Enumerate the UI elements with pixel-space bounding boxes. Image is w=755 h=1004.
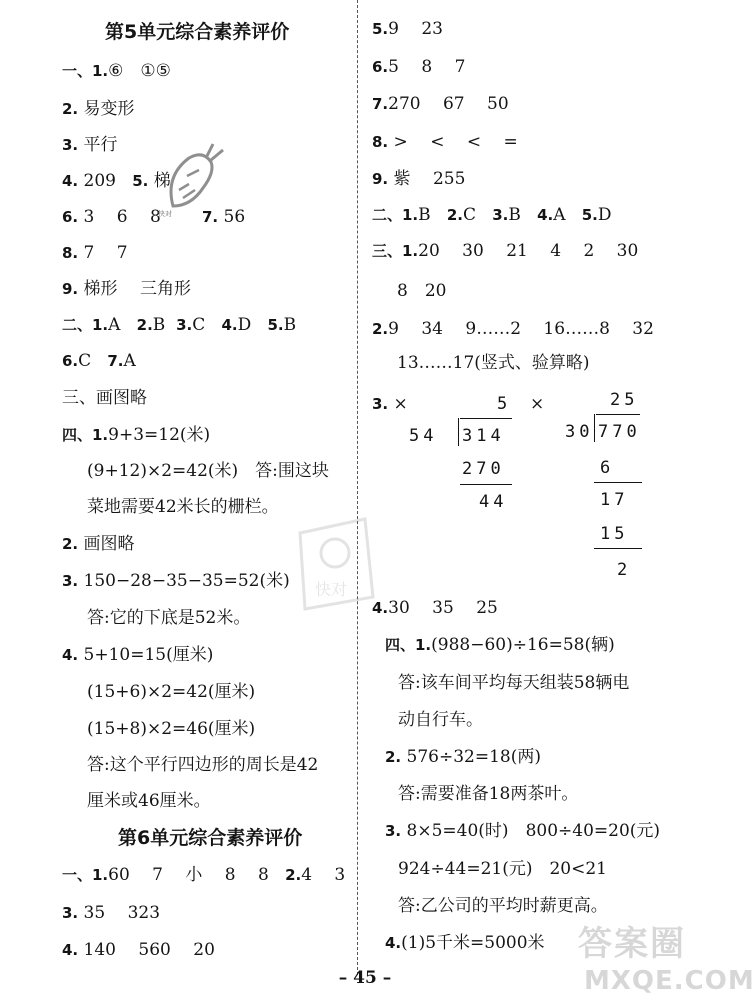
u5-q1-8 — [62, 242, 128, 264]
q-num: 5. — [372, 20, 389, 38]
div1-dividend: 314 — [462, 426, 505, 446]
corner-url-text: MXQE.COM — [584, 966, 755, 996]
answer-text: 7 7 — [83, 243, 128, 263]
q-num: 8. — [372, 133, 389, 151]
answer-text: B — [418, 205, 431, 225]
corner-logo-text: 答案圈 — [578, 924, 686, 964]
answer-text: 35 323 — [83, 903, 161, 923]
q-num: 2. — [62, 535, 79, 553]
answer-text: 140 560 20 — [83, 940, 215, 960]
r-s3-q3 — [372, 393, 408, 415]
answer-text: C — [192, 315, 206, 335]
q-num: 四、1. — [62, 426, 109, 444]
r-s3-q3-mark2: × — [530, 394, 545, 414]
div2-step3: 15 — [600, 524, 629, 544]
div2-remainder: 2 — [617, 560, 632, 580]
div1-bracket-top — [460, 418, 512, 419]
q-num: 三、1. — [372, 242, 419, 260]
q-num: 3. — [62, 572, 79, 590]
q-num: 3. — [385, 822, 402, 840]
q-num: 二、1. — [62, 316, 109, 334]
answer-text: C — [463, 205, 477, 225]
answer-text: 5 8 7 — [388, 57, 466, 77]
answer-text: (1)5千米=5000米 — [401, 933, 545, 953]
q-num: 7. — [107, 352, 124, 370]
q-num: 8. — [62, 244, 79, 262]
unit6-title: 第6单元综合素养评价 — [118, 827, 303, 849]
answer-text: 梯形 三角形 — [83, 279, 191, 299]
q-num: 5. — [581, 206, 598, 224]
r-s4-q2-l1 — [385, 746, 541, 768]
answer-text: 20 30 21 4 2 30 — [418, 241, 639, 261]
q-num: 7. — [202, 208, 219, 226]
u5-s4-q3-l1 — [62, 570, 290, 592]
div2-divisor: 30 — [565, 422, 594, 442]
page-number: – 45 – — [338, 968, 392, 988]
r-s3-q1-cont: 8 20 — [397, 281, 447, 301]
answer-text: 5+10=15(厘米) — [83, 645, 214, 665]
u6-q1-3 — [62, 902, 160, 924]
q-num: 一、1. — [62, 866, 109, 884]
q-num: 2. — [136, 316, 153, 334]
q-num: 9. — [372, 170, 389, 188]
answer-text: (988−60)÷16=58(辆) — [431, 635, 615, 655]
answer-text: 8×5=40(时) 800÷40=20(元) — [406, 821, 661, 841]
r-section2 — [372, 204, 612, 226]
u5-s4-q4-l5: 厘米或46厘米。 — [87, 791, 211, 811]
answer-text: 56 — [223, 207, 246, 227]
div2-line1 — [594, 482, 642, 483]
u6-q1-4 — [62, 939, 215, 961]
div1-subtract-line — [460, 484, 512, 485]
div2-quotient: 25 — [610, 390, 639, 410]
r-s4-q2-l2: 答:需要准备18两茶叶。 — [398, 784, 579, 804]
div2-step2: 17 — [600, 490, 629, 510]
answer-text: A — [123, 351, 136, 371]
u5-q1-9 — [62, 278, 191, 300]
u5-section2-line2 — [62, 350, 136, 372]
div1-product: 270 — [462, 459, 505, 479]
u5-q1-1 — [62, 60, 171, 82]
r-s3-q4 — [372, 597, 498, 619]
r-s3-q2-cont: 13……17(竖式、验算略) — [397, 353, 590, 373]
q-num: 4. — [372, 599, 389, 617]
cross-mark: × — [393, 394, 408, 414]
div2-bracket-top — [596, 414, 640, 415]
q-num: 5. — [132, 172, 149, 190]
q-num: 一、1. — [62, 62, 109, 80]
r-s4-q1-l2: 答:该车间平均每天组装58辆电 — [398, 673, 630, 693]
r-q5 — [372, 18, 443, 40]
q-num: 3. — [492, 206, 509, 224]
r-q8 — [372, 131, 518, 153]
u5-s4-q4-l3: (15+8)×2=46(厘米) — [87, 719, 256, 739]
watermark-text: 快对 — [158, 210, 172, 218]
answer-text: 紫 255 — [393, 169, 466, 189]
r-s3-q2 — [372, 318, 654, 340]
answer-text: D — [597, 205, 612, 225]
answer-text: B — [152, 315, 166, 335]
u5-s4-q4-l4: 答:这个平行四边形的周长是42 — [87, 755, 319, 775]
r-q9 — [372, 168, 465, 190]
answer-text: A — [108, 315, 121, 335]
answer-text: A — [553, 205, 566, 225]
answer-text: 9 23 — [388, 19, 443, 39]
u5-s4-q3-l2: 答:它的下底是52米。 — [87, 608, 251, 628]
answer-text: 60 7 小 8 8 — [108, 865, 269, 885]
answer-text: 9+3=12(米) — [108, 425, 211, 445]
q-num: 5. — [267, 316, 284, 334]
answer-text: 209 — [83, 171, 116, 191]
q-num: 3. — [372, 395, 389, 413]
u6-q1-line1 — [62, 864, 345, 886]
stamp-watermark — [285, 505, 380, 625]
u5-q1-3 — [62, 134, 118, 156]
u5-s4-q4-l2: (15+6)×2=42(厘米) — [87, 682, 256, 702]
answer-text: 3 6 8 — [83, 207, 161, 227]
answer-text: 30 35 25 — [388, 598, 498, 618]
stamp-text: 快对 — [315, 580, 348, 599]
answer-text: 150−28−35−35=52(米) — [83, 571, 290, 591]
q-num: 2. — [62, 100, 79, 118]
u5-s4-q1-l2: (9+12)×2=42(米) 答:围这块 — [87, 461, 329, 481]
div1-bracket-side — [458, 418, 459, 446]
q-num: 2. — [385, 748, 402, 766]
q-num: 四、1. — [385, 636, 432, 654]
q-num: 3. — [176, 316, 193, 334]
answer-text: 270 67 50 — [388, 94, 509, 114]
q-num: 6. — [62, 208, 79, 226]
u5-section2-line1 — [62, 314, 296, 336]
answer-text: 画图略 — [83, 534, 135, 554]
r-q7 — [372, 93, 509, 115]
u5-s4-q2 — [62, 533, 135, 555]
column-divider — [357, 0, 359, 975]
answer-text: B — [283, 315, 297, 335]
r-s4-q1-l1 — [385, 634, 615, 656]
answer-text: D — [237, 315, 252, 335]
div2-bracket-side — [594, 414, 595, 442]
q-num: 6. — [372, 58, 389, 76]
div2-dividend: 770 — [598, 422, 641, 442]
r-s4-q3-l2: 924÷44=21(元) 20<21 — [398, 859, 607, 879]
div1-remainder: 44 — [479, 492, 508, 512]
answer-text: B — [508, 205, 521, 225]
u5-s4-q1-l1 — [62, 424, 210, 446]
q-num: 2. — [372, 320, 389, 338]
answer-text: 576÷32=18(两) — [406, 747, 542, 767]
div2-line2 — [594, 548, 642, 549]
q-num: 4. — [537, 206, 554, 224]
answer-text: 易变形 — [83, 99, 135, 119]
u5-section3: 三、画图略 — [62, 388, 147, 408]
u5-q1-2 — [62, 98, 135, 120]
carrot-logo-watermark — [155, 136, 235, 232]
div1-divisor: 54 — [409, 426, 438, 446]
answer-text: C — [78, 351, 92, 371]
q-num: 2. — [446, 206, 463, 224]
q-num: 6. — [62, 352, 79, 370]
r-s4-q3-l3: 答:乙公司的平均时薪更高。 — [398, 896, 608, 916]
corner-logo-watermark — [560, 912, 755, 1004]
answer-text: 平行 — [83, 135, 118, 155]
q-num: 3. — [62, 904, 79, 922]
q-num: 4. — [62, 646, 79, 664]
q-num: 4. — [221, 316, 238, 334]
q-num: 3. — [62, 136, 79, 154]
answer-text: 梯 — [153, 171, 171, 191]
q-num: 7. — [372, 95, 389, 113]
r-s3-q1 — [372, 240, 638, 262]
q-num: 4. — [385, 934, 402, 952]
q-num: 4. — [62, 941, 79, 959]
u5-q1-6 — [62, 206, 161, 228]
div1-quotient: 5 — [497, 394, 512, 414]
q-num: 二、1. — [372, 206, 419, 224]
answer-text: 4 3 — [301, 865, 346, 885]
answer-text: ⑥ ①⑤ — [108, 61, 171, 81]
q-num: 2. — [285, 866, 302, 884]
r-s4-q4-l1 — [385, 932, 545, 954]
r-s4-q3-l1 — [385, 820, 660, 842]
q-num: 4. — [62, 172, 79, 190]
r-s4-q1-l3: 动自行车。 — [398, 710, 483, 730]
u5-s4-q4-l1 — [62, 644, 213, 666]
div2-step1: 6 — [600, 458, 615, 478]
unit5-title: 第5单元综合素养评价 — [105, 21, 290, 43]
answer-text: 9 34 9……2 16……8 32 — [388, 319, 654, 339]
answer-text: > < < = — [393, 132, 518, 152]
u5-s4-q1-l3: 菜地需要42米长的栅栏。 — [87, 497, 279, 517]
q-num: 9. — [62, 280, 79, 298]
r-q6 — [372, 56, 465, 78]
